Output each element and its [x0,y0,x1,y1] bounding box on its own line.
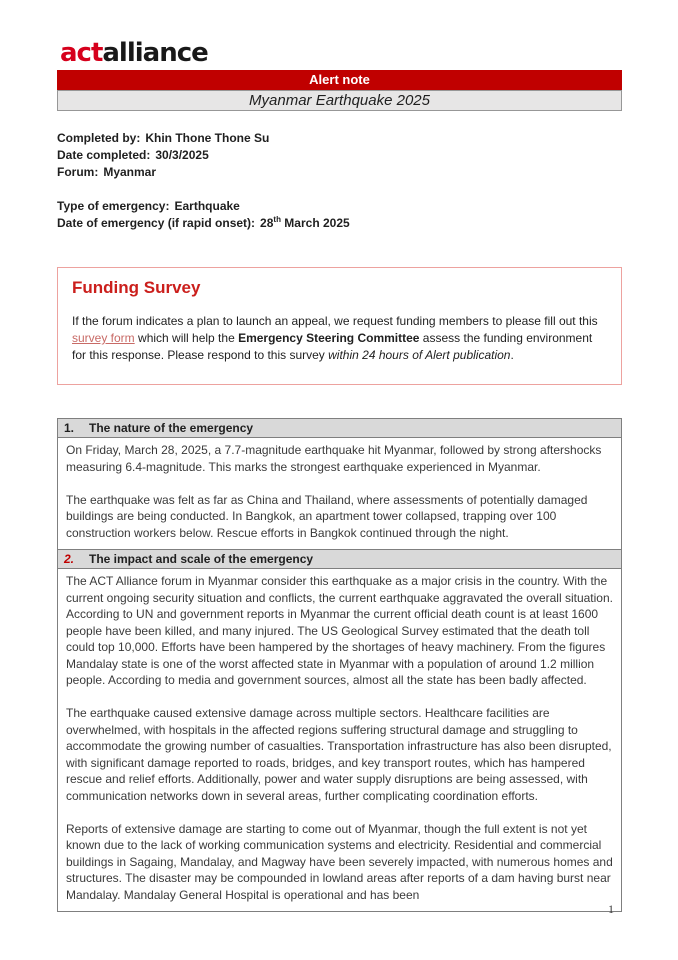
funding-survey-text [72,313,607,364]
metadata-block [57,130,622,232]
date-of-emergency-line [57,215,622,232]
funding-text-3: assess the funding environment for this response. Please respond to this survey [72,331,593,362]
section-2-title: The impact and scale of the emergency [89,552,314,566]
document-subtitle: Myanmar Earthquake 2025 [249,92,430,109]
completed-by-value: Khin Thone Thone Su [145,131,270,145]
completed-by-line [57,130,622,147]
section-2-body [58,569,621,911]
forum-line [57,164,622,181]
logo-act-text: act [60,38,103,68]
section-2-header [58,549,621,569]
document-subtitle-bar [57,90,622,111]
type-of-emergency-label: Type of emergency: [57,199,170,213]
page-number: 1 [608,902,614,916]
section-2-paragraph-3: Reports of extensive damage are starting to come out of Myanmar, though the full extent is not yet known due to the lack of working communication systems and electricity. Residential and commercial buildings in Sagaing, Mandalay, and Magway have been severely impacted, with numerous homes and structures. The disaster may be compounded in lowland areas after reports of a dam having burst near Mandalay. Mandalay General Hospital is operational and has been [66,821,613,902]
section-1-header [58,419,621,438]
survey-form-link[interactable]: survey form [72,331,135,345]
date-completed-label: Date completed: [57,148,151,162]
date-of-emergency-label: Date of emergency (if rapid onset): [57,216,256,230]
section-1-paragraph-2: The earthquake was felt as far as China and Thailand, where assessments of potentially damaged buildings are being conducted. In Bangkok, an apartment tower collapsed, trapping over 100 construction workers below. Rescue efforts in Bangkok continued through the night. [66,492,588,540]
section-2-paragraph-2: The earthquake caused extensive damage across multiple sectors. Healthcare facilities are overwhelmed, with hospitals in the affected regions suffering structural damage and struggling to accommodate the growing number of casualties. Transportation infrastructure has also been disrupted, with significant damage reported to roads, bridges, and key transport routes, which has hampered rescue and relief efforts. Additionally, power and water supply disruptions are being assessed, with communication networks down in several areas, further complicating coordination efforts. [66,706,612,803]
alert-note-title: Alert note [309,72,370,87]
section-1-title: The nature of the emergency [89,421,254,435]
alert-note-banner [57,70,622,90]
funding-text-4: . [510,348,514,362]
emergency-day-ordinal: th [273,215,281,224]
completed-by-label: Completed by: [57,131,141,145]
emergency-month-year: March 2025 [280,216,350,230]
date-completed-value: 30/3/2025 [155,148,209,162]
steering-committee-bold: Emergency Steering Committee [238,331,420,345]
funding-survey-title: Funding Survey [72,278,201,297]
forum-value: Myanmar [103,165,157,179]
act-alliance-logo [57,40,622,66]
forum-label: Forum: [57,165,99,179]
section-1-paragraph-1: On Friday, March 28, 2025, a 7.7-magnitude earthquake hit Myanmar, followed by strong aftershocks measuring 6.4-magnitude. This marks the strongest earthquake experienced in Myanmar. [66,443,602,474]
funding-survey-box [57,267,622,385]
emergency-sections-table [57,418,622,912]
page-content [57,0,622,912]
date-of-emergency-value [260,216,350,230]
type-of-emergency-value: Earthquake [174,199,240,213]
logo-alliance-text: alliance [102,38,208,68]
date-completed-line [57,147,622,164]
section-2-number: 2. [64,552,75,566]
deadline-italic: within 24 hours of Alert publication [328,348,511,362]
emergency-day: 28 [260,216,274,230]
type-of-emergency-line [57,198,622,215]
funding-text-2: which will help the [134,331,239,345]
funding-text-1: If the forum indicates a plan to launch an appeal, we request funding members to please fill out this [72,314,598,328]
section-1-body [58,438,621,549]
section-1-number: 1. [64,421,75,435]
section-2-paragraph-1: The ACT Alliance forum in Myanmar consider this earthquake as a major crisis in the country. With the current ongoing security situation and conflicts, the current earthquake aggravated the overall situation. According to UN and government reports in Myanmar the current official death count is at least 1600 people have been killed, and many injured. The US Geological Survey estimated that the death toll could top 10,000. Efforts have been hampered by the shortages of heavy machinery. From the figures Mandalay state is one of the worst affected state in Myanmar with a population of around 1.2 million people. According to media and government sources, almost all the state has been badly affected. [66,574,613,687]
